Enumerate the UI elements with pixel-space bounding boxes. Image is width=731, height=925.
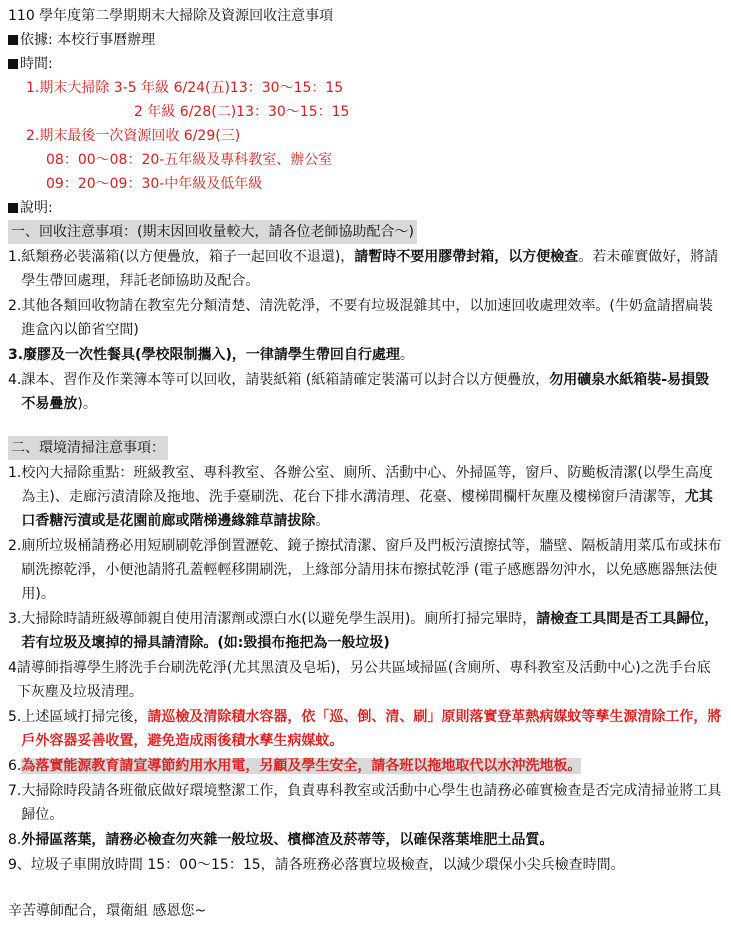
bullet-square-icon [8,59,18,69]
basis-value: 本校行事曆辦理 [57,32,156,48]
item-red-text: 請巡檢及清除積水容器，依「巡、倒、清、刷」原則落實登革熱病媒蚊等孳生源清除工作，將戶外容器妥善收置，避免造成雨後積水孳生病媒蚊。 [21,709,722,749]
item-number: 9、 [8,857,31,873]
item-number: 4. [8,372,22,388]
section2-item-8 [8,828,723,852]
schedule-recycle-title: 2.期末最後一次資源回收 6/29(三) [26,128,241,144]
basis-label: 依據: [20,32,53,48]
section2-item-7 [8,779,723,827]
section2-item-4 [8,656,723,704]
section1-heading: 一、回收注意事項：(期末因回收量較大，請各位老師協助配合～) [8,220,417,244]
explain-heading [8,196,723,220]
item-number: 4 [8,660,17,676]
item-text: 廁所垃圾桶請務必用短刷刷乾淨倒置瀝乾、鏡子擦拭清潔、窗戶及門板污漬擦拭等，牆壁、隔板請用菜瓜布或抹布刷洗擦乾淨，小便池請將孔蓋輕輕移開刷洗，上緣部分請用抹布擦拭乾淨 (電子感應器勿沖水，以免感應器無法使用)。 [21,538,722,602]
section2-item-3 [8,607,723,655]
item-number: 2. [8,298,22,314]
section1-item-2 [8,294,723,342]
section2-item-9 [8,853,723,877]
schedule-cleaning-1: 1.期末大掃除 3-5 年級 6/24(五)13：30～15：15 [26,80,344,96]
item-bold-text: 請檢查工具間是否工具歸位，若有垃圾及壞掉的掃具請清除。(如:毀損布拖把為一般垃圾) [21,611,719,651]
item-text: 。 [315,513,330,529]
item-red-highlight-text: 為落實能源教育請宣導節約用水用電，另顧及學生安全，請各班以拖地取代以水沖洗地板。 [21,758,582,774]
item-number: 6. [8,758,22,774]
section2-item-2 [8,534,723,606]
item-number: 5. [8,709,22,725]
section1-item-1 [8,245,723,293]
item-number: 8. [8,832,22,848]
item-number: 1. [8,465,22,481]
item-text: 其他各類回收物請在教室先分類清楚、清洗乾淨，不要有垃圾混雜其中，以加速回收處理效率。(牛奶盒請摺扁裝進盒內以節省空間) [21,298,713,338]
item-bold-text: 請暫時不要用膠帶封箱，以方便檢查 [354,249,579,265]
item-bold-text: 廢膠及一次性餐具(學校限制攜入)，一律請學生帶回自行處理 [23,347,400,363]
item-number: 7. [8,783,22,799]
document [8,4,723,923]
schedule-recycle-2: 09：20～09：30-中年級及低年級 [46,176,263,192]
item-text: 校內大掃除重點：班級教室、專科教室、各辦公室、廁所、活動中心、外掃區等，窗戶、防颱板清潔(以學生高度為主)、走廊污漬清除及拖地、洗手臺刷洗、花台下排水溝清理、花臺、樓梯間欄杆灰塵及樓梯窗戶清潔等， [21,465,713,505]
item-text: 上述區域打掃完後， [21,709,148,725]
bullet-square-icon [8,203,18,213]
time-heading [8,52,723,76]
item-bold-text: 外掃區落葉，請務必檢查勿夾雜一般垃圾、檳榔渣及菸蒂等，以確保落葉堆肥土品質。 [21,832,554,848]
item-text: 請導師指導學生將洗手台刷洗乾淨(尤其黑漬及皂垢)，另公共區域掃區(含廁所、專科教室及活動中心)之洗手台底下灰塵及垃圾清理。 [16,660,711,700]
explain-label: 說明: [20,200,53,216]
section1-item-4 [8,368,723,416]
item-number: 1. [8,249,22,265]
item-number: 3. [8,611,22,627]
bullet-square-icon [8,35,18,45]
schedule-cleaning-2: 2 年級 6/28(二)13：30～15：15 [134,104,350,120]
schedule-recycle-1: 08：00～08：20-五年級及專科教室、辦公室 [46,152,333,168]
item-text: 垃圾子車開放時間 15：00～15：15，請各班務必落實垃圾檢查，以減少環保小尖兵檢查時間。 [30,857,625,873]
item-number: 2. [8,538,22,554]
item-text: 。 [399,347,414,363]
item-text: 大掃除時段請各班徹底做好環境整潔工作，負責專科教室或活動中心學生也請務必確實檢查是否完成清掃並將工具歸位。 [21,783,722,823]
basis-line [8,28,723,52]
item-number: 3. [8,347,24,363]
item-bold-text: 尤其口香糖污漬或是花園前廊或階梯邊緣雜草請拔除 [21,489,713,529]
section2-item-6 [8,754,723,778]
item-text: 紙類務必裝滿箱(以方便疊放，箱子一起回收不退還)， [21,249,355,265]
document-title: 110 學年度第二學期期末大掃除及資源回收注意事項 [8,8,334,24]
time-label: 時間: [20,56,53,72]
closing-note: 辛苦導師配合，環衛組 感恩您~ [8,903,207,919]
item-text: 大掃除時請班級導師親自使用清潔劑或漂白水(以避免學生誤用)。廁所打掃完畢時， [21,611,537,627]
item-text: 。若未確實做好，將請學生帶回處理，拜託老師協助及配合。 [21,249,719,289]
item-text: 課本、習作及作業簿本等可以回收，請裝紙箱 (紙箱請確定裝滿可以封合以方便疊放， [21,372,550,388]
section1-item-3 [8,343,723,367]
item-bold-text: 勿用礦泉水紙箱裝-易損毀不易疊放 [21,372,710,412]
section2-item-1 [8,461,723,533]
section2-item-5 [8,705,723,753]
section2-heading: 二、環境清掃注意事項： [8,436,168,460]
item-text: )。 [77,396,97,412]
